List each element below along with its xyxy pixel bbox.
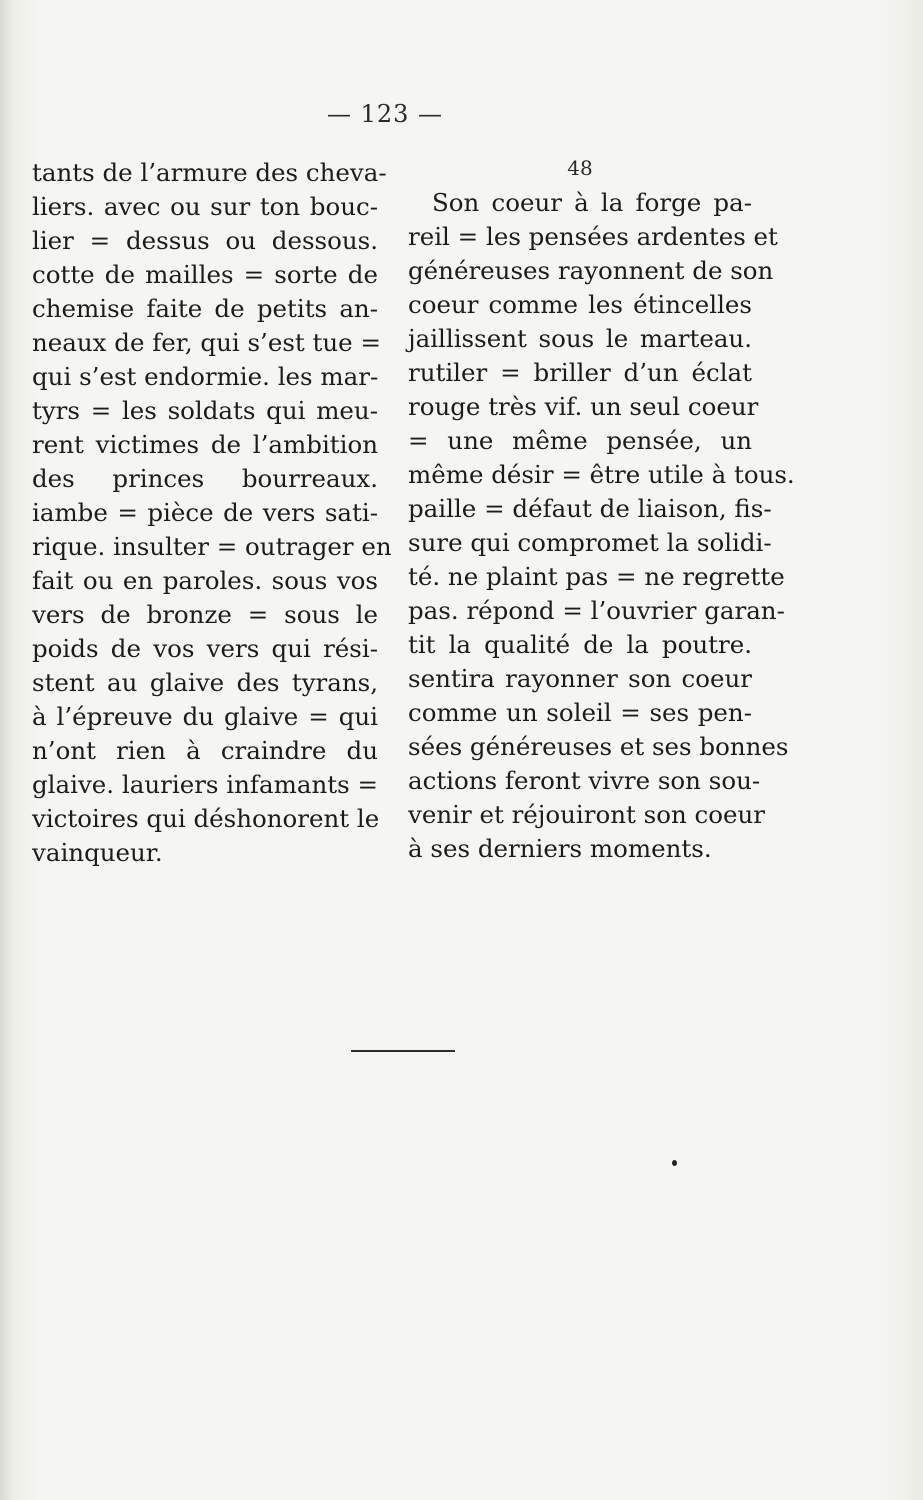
- text-line: glaive. lauriers infamants =: [32, 770, 378, 799]
- text-line: tants de l’armure des cheva-: [32, 158, 387, 187]
- section-number: 48: [567, 156, 593, 180]
- text-line: comme un soleil = ses pen-: [408, 698, 752, 727]
- text-line: qui s’est endormie. les mar-: [32, 362, 379, 391]
- text-line: iambe = pièce de vers sati-: [32, 498, 378, 527]
- text-line: sées généreuses et ses bonnes: [408, 732, 789, 761]
- left-column: [32, 156, 392, 870]
- text-line: venir et réjouiront son coeur: [408, 800, 765, 829]
- text-line: rique. insulter = outrager en: [32, 532, 392, 561]
- text-line: té. ne plaint pas = ne regrette: [408, 562, 785, 591]
- text-line: paille = défaut de liaison, fis-: [408, 494, 772, 523]
- text-line: victoires qui déshonorent le: [32, 804, 380, 833]
- text-line: pas. répond = l’ouvrier garan-: [408, 596, 785, 625]
- text-line: reil = les pensées ardentes et: [408, 222, 778, 251]
- text-line: poids de vos vers qui rési-: [32, 634, 378, 663]
- text-line: stent au glaive des tyrans,: [32, 668, 378, 697]
- text-line: chemise faite de petits an-: [32, 294, 378, 323]
- ink-speck: [672, 1160, 677, 1166]
- text-line: tit la qualité de la poutre.: [408, 630, 752, 659]
- text-line: vainqueur.: [32, 838, 163, 867]
- text-line: rutiler = briller d’un éclat: [408, 358, 752, 387]
- text-line: sentira rayonner son coeur: [408, 664, 752, 693]
- text-line: coeur comme les étincelles: [408, 290, 752, 319]
- text-line: liers. avec ou sur ton bouc-: [32, 192, 378, 221]
- text-line: rent victimes de l’ambition: [32, 430, 378, 459]
- text-line: actions feront vivre son sou-: [408, 766, 761, 795]
- text-line: même désir = être utile à tous.: [408, 460, 795, 489]
- page-number: — 123 —: [326, 100, 444, 128]
- text-line: jaillissent sous le marteau.: [408, 324, 752, 353]
- text-line: vers de bronze = sous le: [32, 600, 378, 629]
- text-line: sure qui compromet la solidi-: [408, 528, 772, 557]
- text-line: généreuses rayonnent de son: [408, 256, 774, 285]
- text-line: rouge très vif. un seul coeur: [408, 392, 759, 421]
- text-line: tyrs = les soldats qui meu-: [32, 396, 378, 425]
- text-line: lier = dessus ou dessous.: [32, 226, 378, 255]
- text-line: Son coeur à la forge pa-: [432, 188, 752, 217]
- text-line: à l’épreuve du glaive = qui: [32, 702, 378, 731]
- text-line: fait ou en paroles. sous vos: [32, 566, 378, 595]
- text-line: n’ont rien à craindre du: [32, 736, 378, 765]
- right-column: [408, 150, 795, 866]
- text-line: = une même pensée, un: [408, 426, 752, 455]
- text-line: des princes bourreaux.: [32, 464, 378, 493]
- text-line: à ses derniers moments.: [408, 834, 712, 863]
- section-divider: [351, 1050, 455, 1052]
- text-line: cotte de mailles = sorte de: [32, 260, 378, 289]
- text-line: neaux de fer, qui s’est tue =: [32, 328, 381, 357]
